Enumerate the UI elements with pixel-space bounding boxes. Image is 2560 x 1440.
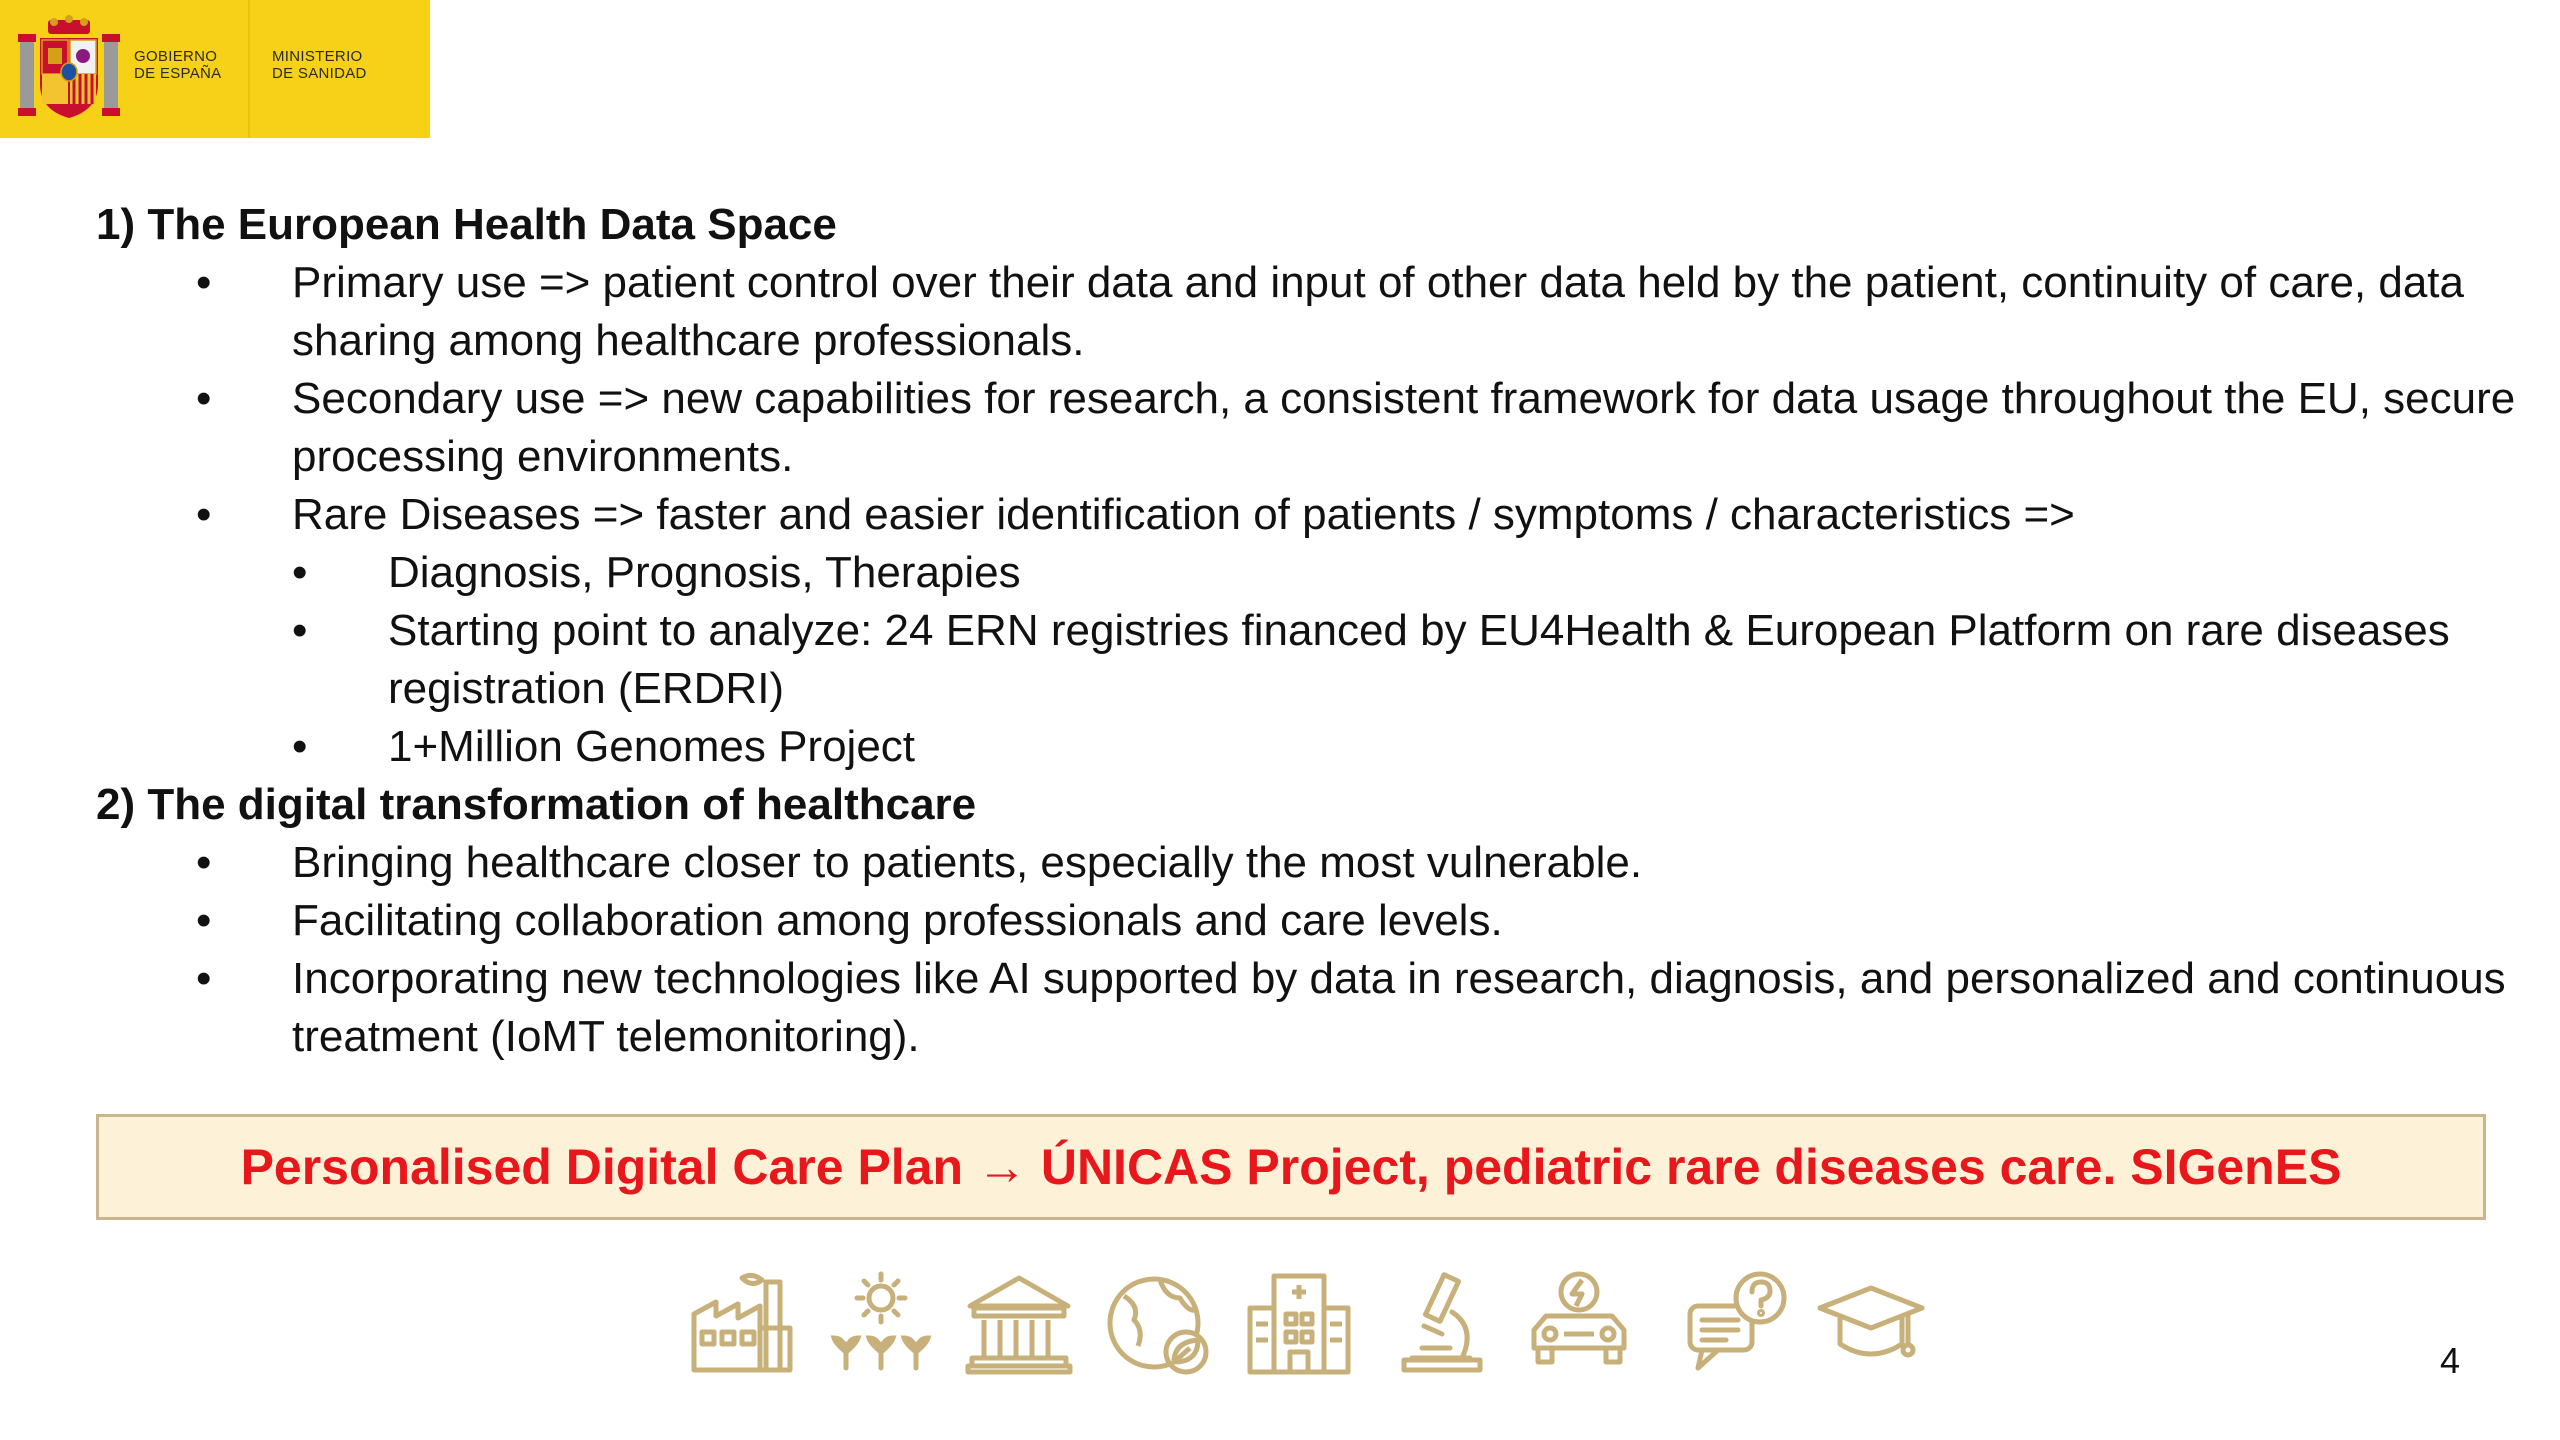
section-title-digital-transformation: 2) The digital transformation of healthcare xyxy=(96,780,977,829)
plants-sun-icon xyxy=(826,1268,936,1378)
institution-icon xyxy=(964,1268,1074,1378)
page-number: 4 xyxy=(2440,1340,2461,1381)
bullet-text: Rare Diseases => faster and easier identification of patients / symptoms / characteristics => xyxy=(292,490,2075,539)
gov-line-1: GOBIERNO xyxy=(134,48,218,65)
slide-content xyxy=(96,196,2516,1066)
bullet-text: Secondary use => new capabilities for research, a consistent framework for data usage throughout the EU, secure processing environments. xyxy=(292,374,2516,481)
bullet-collaboration xyxy=(96,892,2516,950)
ministry-line-2: DE SANIDAD xyxy=(272,65,367,82)
hospital-icon xyxy=(1244,1268,1354,1378)
gov-espana-text xyxy=(134,48,221,82)
microscope-icon xyxy=(1384,1268,1494,1378)
government-logo-header xyxy=(0,0,430,138)
coat-of-arms-icon xyxy=(14,14,124,124)
ministry-text xyxy=(272,48,367,82)
bullet-new-technologies xyxy=(96,950,2516,1066)
bullet-text: Incorporating new technologies like AI supported by data in research, diagnosis, and personalized and continuous treatment (IoMT telemonitoring). xyxy=(292,954,2506,1061)
ministry-line-1: MINISTERIO xyxy=(272,48,363,65)
gov-line-2: DE ESPAÑA xyxy=(134,65,222,82)
header-divider xyxy=(248,0,250,138)
bullet-primary-use xyxy=(96,254,2516,370)
bullet-text: Primary use => patient control over their data and input of other data held by the patient, continuity of care, data sharing among healthcare professionals. xyxy=(292,258,2465,365)
globe-leaf-icon xyxy=(1104,1268,1214,1378)
highlight-banner xyxy=(96,1114,2486,1220)
factory-icon xyxy=(686,1268,796,1378)
banner-text: Personalised Digital Care Plan → ÚNICAS Project, pediatric rare diseases care. SIGenES xyxy=(240,1139,2342,1195)
sub-bullet-text: Diagnosis, Prognosis, Therapies xyxy=(388,548,1021,597)
section-1-bullets xyxy=(96,254,2516,544)
sub-bullet-diagnosis xyxy=(96,544,2516,602)
bullet-text: Facilitating collaboration among professionals and care levels. xyxy=(292,896,1503,945)
sub-bullet-genomes xyxy=(96,718,2516,776)
sub-bullet-registries xyxy=(96,602,2516,718)
sub-bullet-text: 1+Million Genomes Project xyxy=(388,722,916,771)
bullet-closer-to-patients xyxy=(96,834,2516,892)
bullet-text: Bringing healthcare closer to patients, especially the most vulnerable. xyxy=(292,838,1643,887)
chat-question-icon xyxy=(1684,1268,1794,1378)
sub-bullet-text: Starting point to analyze: 24 ERN registries financed by EU4Health & European Platform on rare diseases registration (ERDRI) xyxy=(388,606,2450,713)
section-title-ehds: 1) The European Health Data Space xyxy=(96,200,837,249)
bullet-rare-diseases xyxy=(96,486,2516,544)
electric-car-icon xyxy=(1524,1268,1634,1378)
section-2-bullets xyxy=(96,834,2516,1066)
bullet-secondary-use xyxy=(96,370,2516,486)
rare-diseases-sub-bullets xyxy=(96,544,2516,776)
graduation-cap-icon xyxy=(1816,1268,1926,1378)
